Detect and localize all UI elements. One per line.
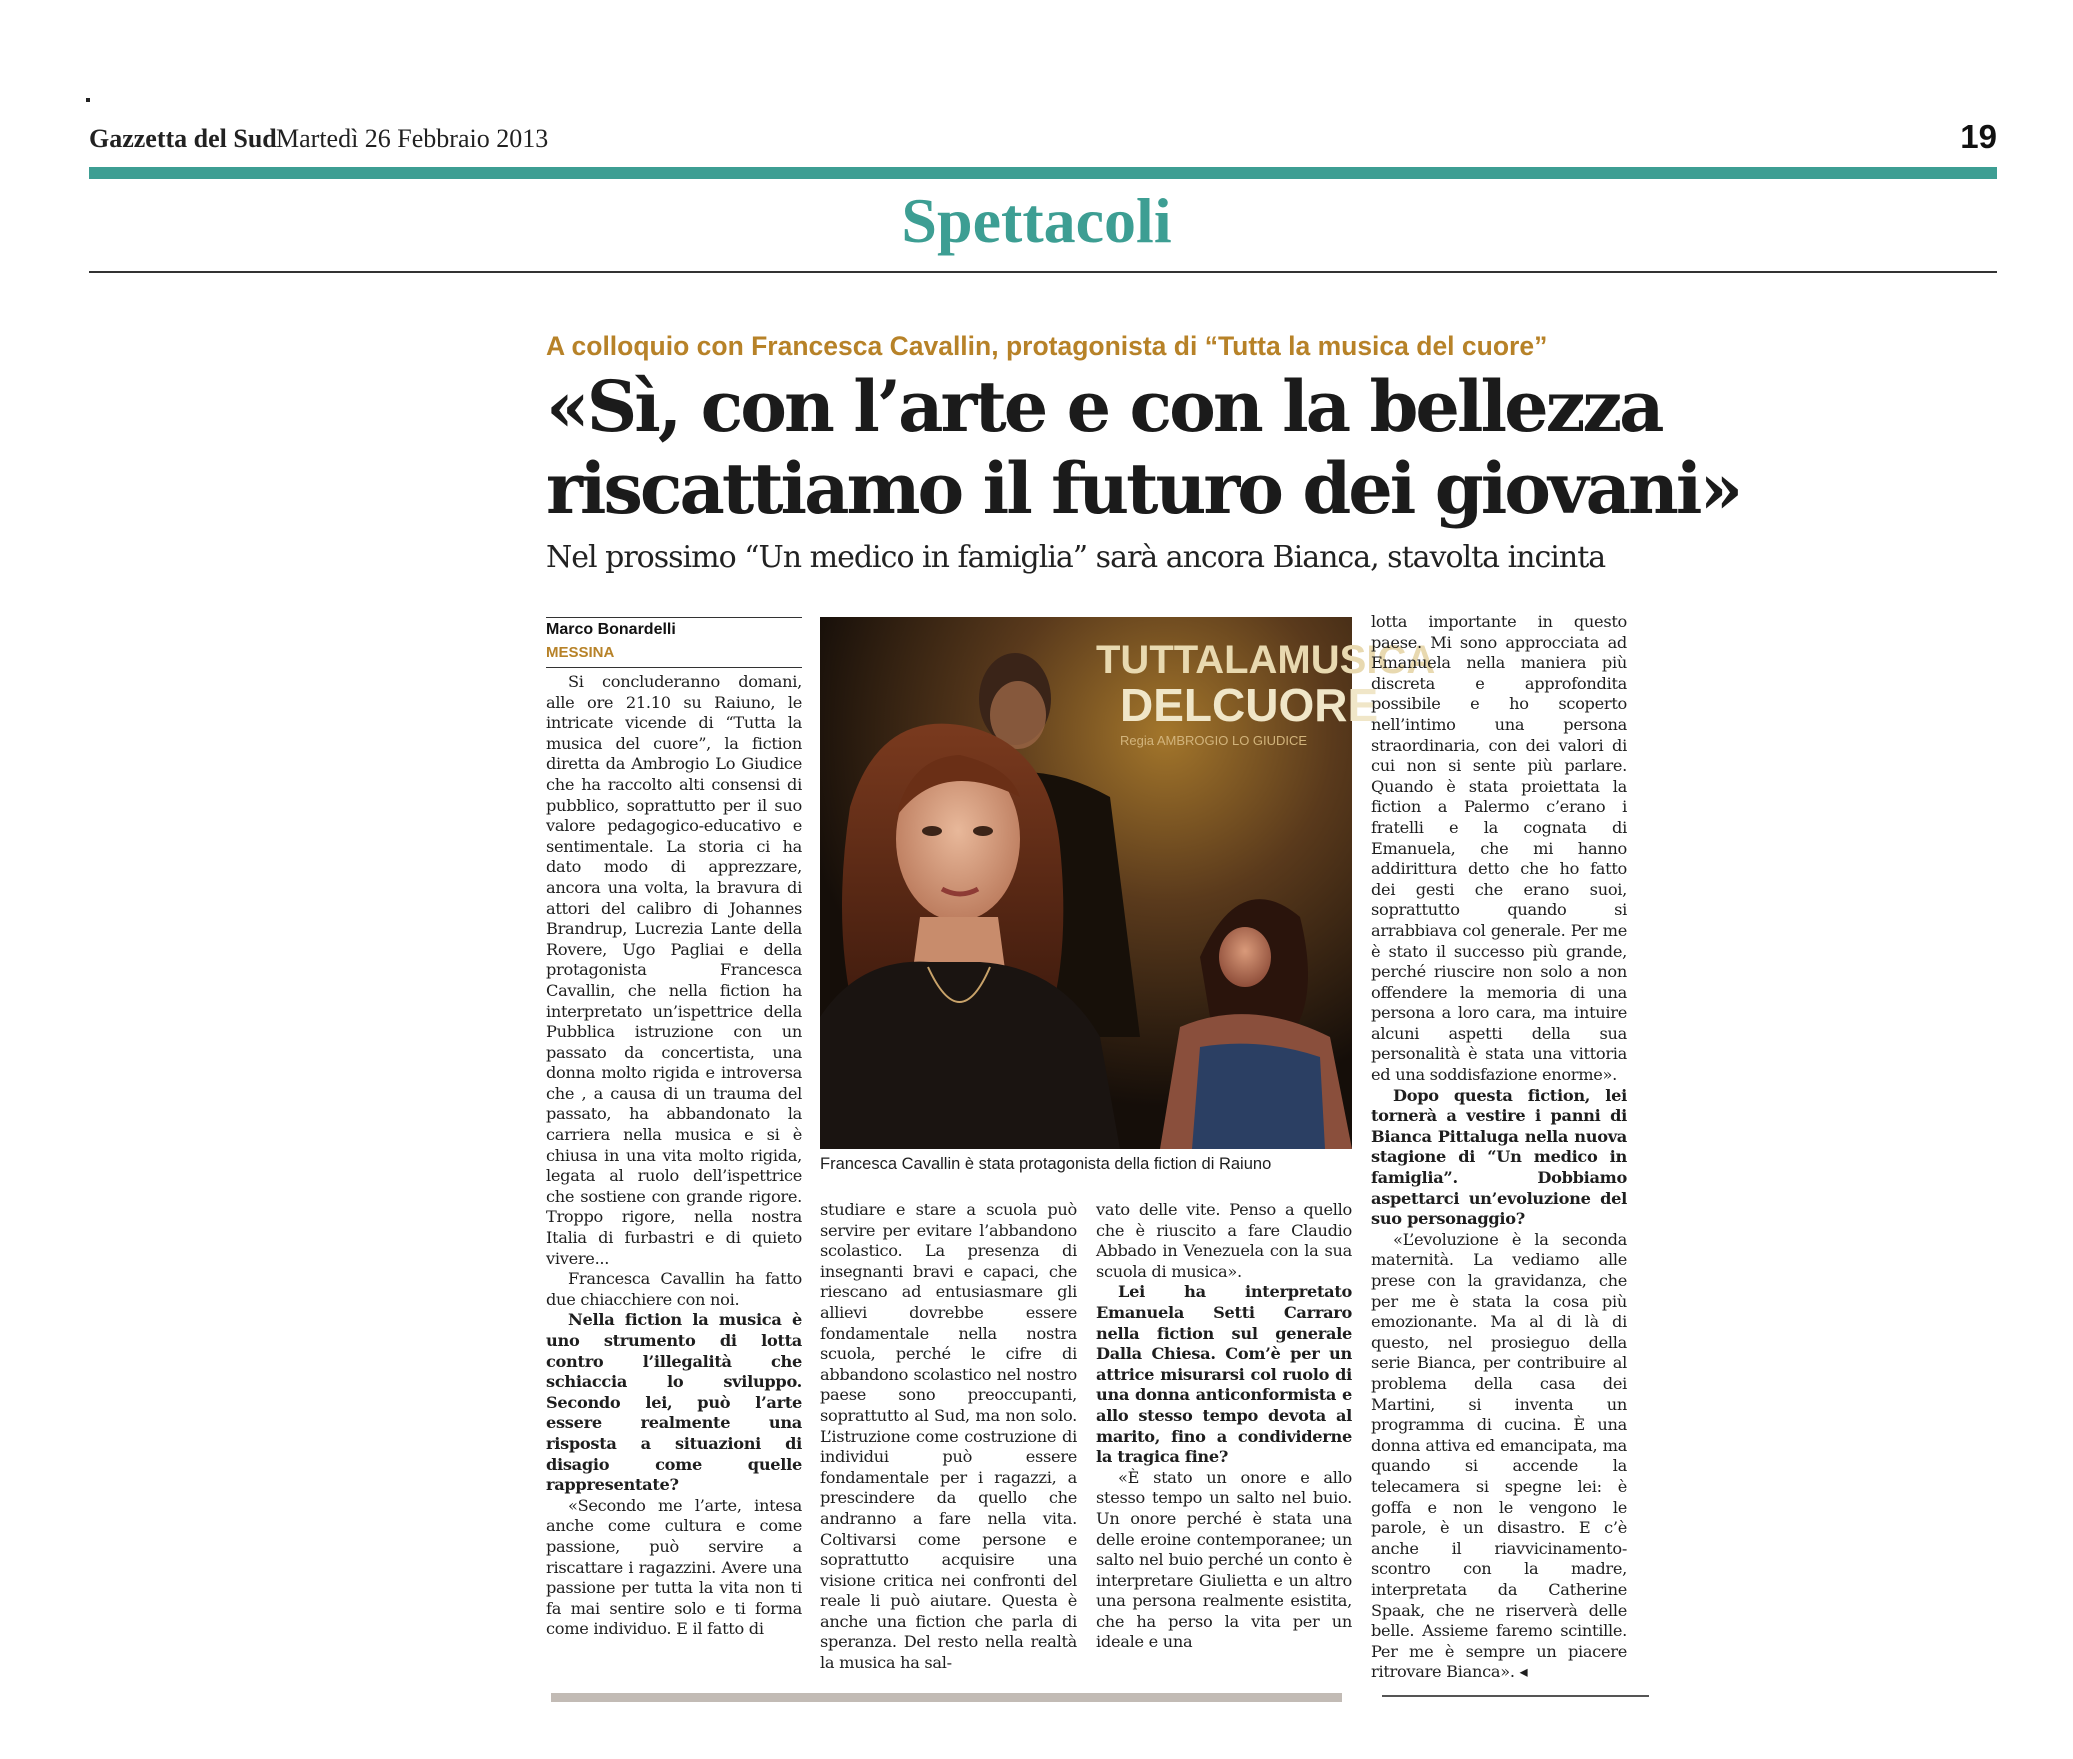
article-headline (546, 365, 1741, 530)
subject-eye-left (922, 826, 942, 836)
byline-rule (546, 667, 802, 668)
pianist-face (1219, 927, 1271, 987)
article-paragraph: studiare e stare a scuola può servire per evitare l’abbandono scolastico. La presenza di insegnanti bravi e capaci, che riescano ad entusiasmare gli allievi dovrebbe essere fondamentale nella nostra scuola, perché le cifre di abbandono scolastico nel nostro paese sono preoccupanti, soprattutto al Sud, ma non solo. L’istruzione come costruzione di individui può essere fondamentale per i ragazzi, a prescindere da quello che andranno a fare nella vita. Coltivarsi come persone e soprattutto acquisire una visione critica nei confronti del reale li può aiutare. Questa è anche una fiction che parla di speranza. Del resto nella realtà la musica ha sal- (820, 1200, 1077, 1673)
article-column-3 (1096, 1200, 1352, 1656)
article-paragraph: «Secondo me l’arte, intesa anche come cultura e come passione, può servire a riscattare i ragazzini. Avere una passione per tutta la vita non ti fa mai sentire solo e ti forma come individuo. E il fatto di (546, 1495, 802, 1639)
headline-line: riscattiamo il futuro dei giovani» (546, 447, 1741, 530)
photo-image (820, 617, 1436, 1149)
article-photo (820, 617, 1436, 1149)
photo-caption: Francesca Cavallin è stata protagonista della fiction di Raiuno (820, 1155, 1272, 1173)
article-column-2 (820, 1200, 1077, 1673)
byline-author: Marco Bonardelli (546, 621, 676, 638)
masthead-mark (86, 98, 90, 102)
poster-title-2: DELCUORE (1120, 679, 1379, 731)
article-paragraph: «L’evoluzione è la seconda maternità. La vediamo alle prese con la gravidanza, che per me è stata la cosa più emozionante. Ma al di là di questo, nel prosieguo della serie Bianca, per contribuire al problema della casa dei Martini, si inventa un programma di cucina. È una donna attiva ed emancipata, ma quando si accende la telecamera si spegne lei: è goffa e non le vengono le parole, è un disastro. E c’è anche il riavvicinamento-scontro con la madre, interpretata da Catherine Spaak, che ne riserverà delle belle. Assieme faremo scintille. Per me è sempre un piacere ritrovare Bianca». ◂ (1371, 1229, 1627, 1682)
subject-eye-right (973, 826, 993, 836)
article-column-4 (1371, 612, 1627, 1682)
pianist-top (1192, 1044, 1325, 1149)
article-column-1 (546, 672, 802, 1656)
article-subhead: Nel prossimo “Un medico in famiglia” sarà ancora Bianca, stavolta incinta (546, 540, 1606, 575)
article-kicker: A colloquio con Francesca Cavallin, protagonista di “Tutta la musica del cuore” (546, 331, 1548, 361)
poster-credit: Regia AMBROGIO LO GIUDICE (1120, 733, 1308, 748)
article-paragraph: Si concluderanno domani, alle ore 21.10 su Raiuno, le intricate vicende di “Tutta la musica del cuore”, la fiction diretta da Ambrogio Lo Giudice che ha raccolto alti consensi di pubblico, soprattutto per il suo valore pedagogico-educativo e sentimentale. La storia ci ha dato modo di apprezzare, ancora una volta, la bravura di attori del calibro di Johannes Brandrup, Lucrezia Lante della Rovere, Ugo Pagliai e della protagonista Francesca Cavallin, che nella fiction ha interpretato un’ispettrice della Pubblica istruzione con un passato da concertista, una donna molto rigida e introversa che , a causa di un trauma del passato, ha abbandonato la carriera nella musica e si è chiusa in una vita molto rigida, legata al ruolo dell’ispettrice che sostiene con grande rigore. Troppo rigore, nella nostra Italia di furbastri e di quieto vivere... (546, 672, 802, 1268)
footer-bar (551, 1693, 1342, 1702)
byline-dateline: MESSINA (546, 644, 615, 661)
byline-rule (546, 617, 802, 618)
footer-rule (1382, 1695, 1649, 1697)
poster-title-1: TUTTALAMUSICA (1096, 638, 1436, 682)
article-paragraph: lotta importante in questo paese. Mi sono approcciata ad Emanuela nella maniera più discreta e approfondita possibile e ho scoperto nell’intimo una persona straordinaria, con dei valori di cui non si sente più parlare. Quando è stata proiettata la fiction a Palermo c’erano i fratelli e la cognata di Emanuela, che mi hanno addirittura detto che ho fatto dei gesti che erano suoi, soprattutto quando si arrabbiava col generale. Per me è stato il successo più grande, perché riuscire non solo a non offendere la memoria di una persona a loro cara, ma intuire alcuni aspetti della sua personalità è stata una vittoria ed una soddisfazione enorme». (1371, 612, 1627, 1085)
interview-question: Dopo questa fiction, lei tornerà a vestire i panni di Bianca Pittaluga nella nuova stagione di “Un medico in famiglia”. Dobbiamo aspettarci un’evoluzione del suo personaggio? (1371, 1085, 1627, 1229)
interview-question: Lei ha interpretato Emanuela Setti Carraro nella fiction sul generale Dalla Chiesa. Com’è per un attrice misurarsi col ruolo di una donna anticonformista e allo stesso tempo devota al marito, fino a condividerne la tragica fine? (1096, 1282, 1352, 1467)
section-divider (89, 271, 1997, 273)
newspaper-name: Gazzetta del Sud (89, 124, 277, 153)
page-number: 19 (1960, 118, 1997, 155)
header-rule (89, 167, 1997, 179)
article-paragraph: vato delle vite. Penso a quello che è riuscito a fare Claudio Abbado in Venezuela con la sua scuola di musica». (1096, 1200, 1352, 1281)
interview-question: Nella fiction la musica è uno strumento di lotta contro l’illegalità che schiaccia lo sviluppo. Secondo lei, può l’arte essere realmente una risposta a situazioni di disagio come quelle rappresentate? (546, 1310, 802, 1495)
headline-line: «Sì, con l’arte e con la bellezza (546, 365, 1662, 448)
article-paragraph: «È stato un onore e allo stesso tempo un salto nel buio. Un onore perché è stata una delle eroine contemporanee; un salto nel buio perché un conto è interpretare Giulietta e un altro una persona realmente esistita, che ha perso la vita per un ideale e una (1096, 1467, 1352, 1652)
issue-date: Martedì 26 Febbraio 2013 (276, 124, 549, 153)
section-title: Spettacoli (901, 185, 1172, 256)
article-paragraph: Francesca Cavallin ha fatto due chiacchiere con noi. (546, 1269, 802, 1309)
